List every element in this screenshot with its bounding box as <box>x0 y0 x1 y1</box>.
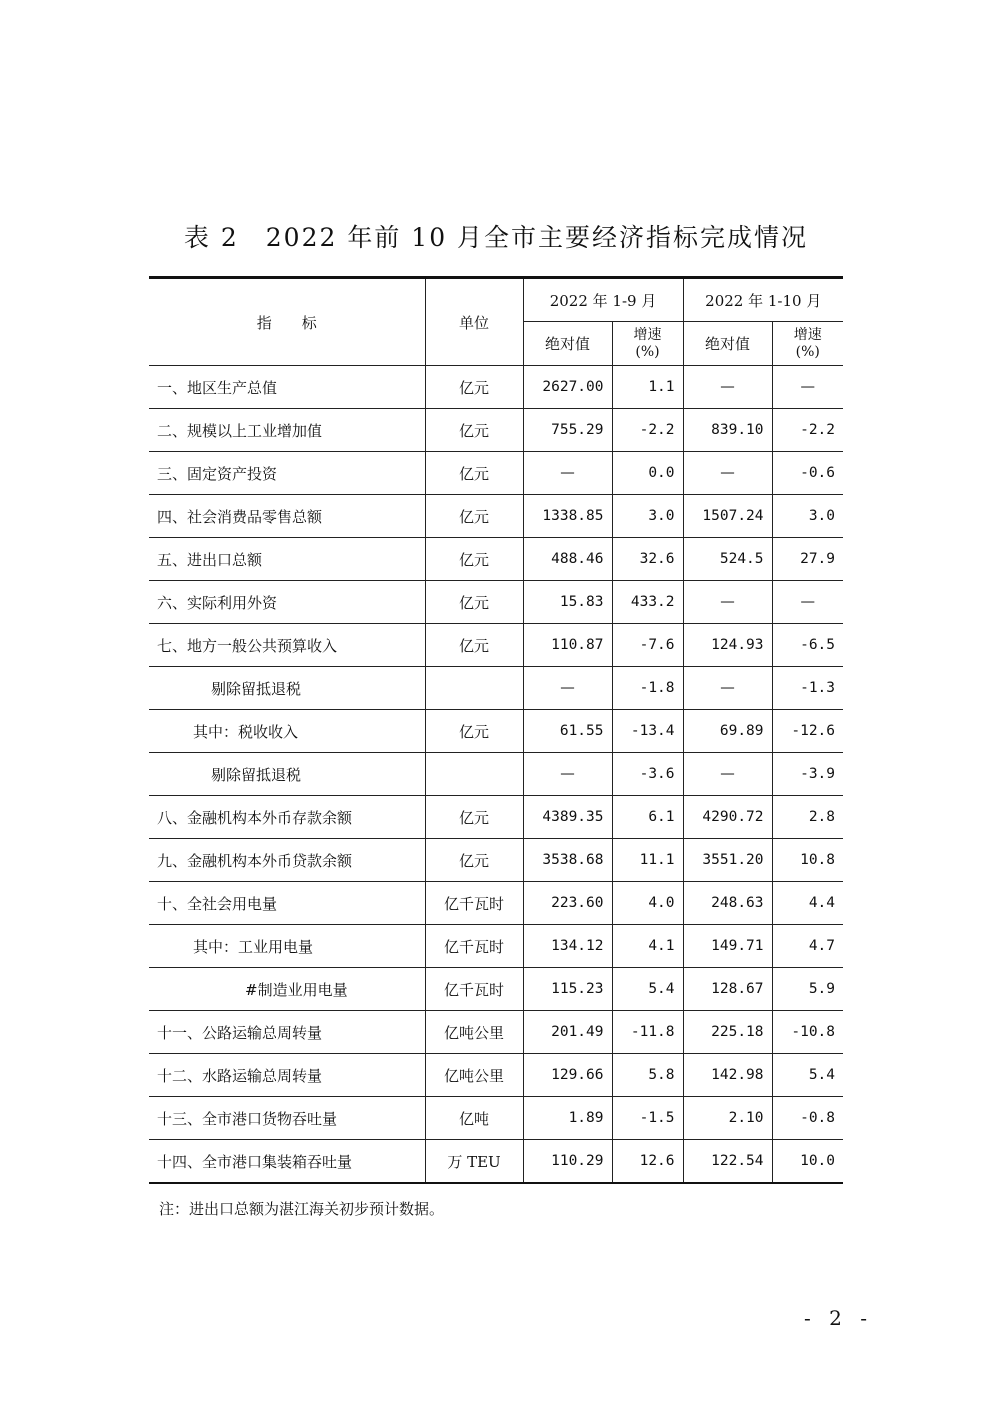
growth-period-2: -6.5 <box>772 624 843 667</box>
indicator-unit: 亿元 <box>425 538 523 581</box>
value-period-1: 4389.35 <box>523 796 612 839</box>
value-period-2: — <box>683 667 772 710</box>
growth-period-2: -0.8 <box>772 1097 843 1140</box>
table-title: 表 2 2022 年前 10 月全市主要经济指标完成情况 <box>183 223 809 252</box>
indicator-unit <box>425 667 523 710</box>
growth-period-1: -2.2 <box>612 409 683 452</box>
indicator-name: 十二、水路运输总周转量 <box>149 1054 425 1097</box>
growth-period-1: -13.4 <box>612 710 683 753</box>
value-period-2: — <box>683 581 772 624</box>
indicator-unit: 万 TEU <box>425 1140 523 1184</box>
header-growth-label: 增速 <box>633 326 662 343</box>
indicator-unit: 亿吨公里 <box>425 1011 523 1054</box>
value-period-2: 142.98 <box>683 1054 772 1097</box>
growth-period-2: 5.4 <box>772 1054 843 1097</box>
value-period-1: 129.66 <box>523 1054 612 1097</box>
indicator-unit: 亿元 <box>425 839 523 882</box>
indicator-unit: 亿元 <box>425 624 523 667</box>
indicator-name: #制造业用电量 <box>149 968 425 1011</box>
growth-period-1: -3.6 <box>612 753 683 796</box>
value-period-1: 3538.68 <box>523 839 612 882</box>
value-period-2: 1507.24 <box>683 495 772 538</box>
indicator-unit: 亿元 <box>425 495 523 538</box>
growth-period-2: -10.8 <box>772 1011 843 1054</box>
value-period-1: 61.55 <box>523 710 612 753</box>
value-period-2: — <box>683 452 772 495</box>
value-period-2: 839.10 <box>683 409 772 452</box>
table-row <box>149 1011 843 1054</box>
growth-period-1: 12.6 <box>612 1140 683 1184</box>
indicator-name: 七、地方一般公共预算收入 <box>149 624 425 667</box>
table-row <box>149 796 843 839</box>
value-period-1: 1.89 <box>523 1097 612 1140</box>
indicator-name: 剔除留抵退税 <box>149 667 425 710</box>
indicator-name: 二、规模以上工业增加值 <box>149 409 425 452</box>
table-row <box>149 581 843 624</box>
indicator-unit: 亿千瓦时 <box>425 925 523 968</box>
value-period-1: 223.60 <box>523 882 612 925</box>
table-row <box>149 1140 843 1184</box>
value-period-1: — <box>523 452 612 495</box>
table-row <box>149 753 843 796</box>
value-period-2: 122.54 <box>683 1140 772 1184</box>
growth-period-1: -1.8 <box>612 667 683 710</box>
table-row <box>149 409 843 452</box>
indicator-name: 十三、全市港口货物吞吐量 <box>149 1097 425 1140</box>
growth-period-1: 5.8 <box>612 1054 683 1097</box>
value-period-1: 115.23 <box>523 968 612 1011</box>
table-row <box>149 710 843 753</box>
growth-period-1: 5.4 <box>612 968 683 1011</box>
header-growth-2 <box>772 322 843 366</box>
value-period-1: — <box>523 753 612 796</box>
indicator-name: 五、进出口总额 <box>149 538 425 581</box>
value-period-2: 248.63 <box>683 882 772 925</box>
value-period-1: 110.29 <box>523 1140 612 1184</box>
table-footnote: 注：进出口总额为湛江海关初步预计数据。 <box>159 1200 445 1218</box>
value-period-2: — <box>683 366 772 409</box>
growth-period-1: 0.0 <box>612 452 683 495</box>
value-period-2: 225.18 <box>683 1011 772 1054</box>
growth-period-1: 11.1 <box>612 839 683 882</box>
growth-period-2: 5.9 <box>772 968 843 1011</box>
value-period-2: 69.89 <box>683 710 772 753</box>
value-period-2: — <box>683 753 772 796</box>
growth-period-2: -12.6 <box>772 710 843 753</box>
indicator-name: 一、地区生产总值 <box>149 366 425 409</box>
growth-period-2: 4.7 <box>772 925 843 968</box>
header-absolute-1: 绝对值 <box>523 322 612 366</box>
growth-period-1: 32.6 <box>612 538 683 581</box>
value-period-2: 124.93 <box>683 624 772 667</box>
header-growth-label: 增速 <box>793 326 822 343</box>
indicator-name: 十、全社会用电量 <box>149 882 425 925</box>
indicator-unit: 亿千瓦时 <box>425 968 523 1011</box>
growth-period-2: 27.9 <box>772 538 843 581</box>
table-row <box>149 495 843 538</box>
table-row <box>149 1054 843 1097</box>
indicator-unit: 亿元 <box>425 366 523 409</box>
table-row <box>149 1097 843 1140</box>
growth-period-1: 4.1 <box>612 925 683 968</box>
indicator-unit: 亿元 <box>425 796 523 839</box>
table-row <box>149 366 843 409</box>
value-period-1: 134.12 <box>523 925 612 968</box>
growth-period-2: 3.0 <box>772 495 843 538</box>
indicator-name: 九、金融机构本外币贷款余额 <box>149 839 425 882</box>
indicator-unit <box>425 753 523 796</box>
growth-period-2: 4.4 <box>772 882 843 925</box>
value-period-2: 4290.72 <box>683 796 772 839</box>
indicator-name: 其中：工业用电量 <box>149 925 425 968</box>
value-period-1: 15.83 <box>523 581 612 624</box>
growth-period-1: 433.2 <box>612 581 683 624</box>
indicator-unit: 亿吨 <box>425 1097 523 1140</box>
indicator-unit: 亿元 <box>425 409 523 452</box>
table-row <box>149 667 843 710</box>
indicator-unit: 亿元 <box>425 452 523 495</box>
indicator-name: 八、金融机构本外币存款余额 <box>149 796 425 839</box>
indicator-unit: 亿元 <box>425 710 523 753</box>
header-period-2: 2022 年 1-10 月 <box>683 278 843 322</box>
growth-period-1: -1.5 <box>612 1097 683 1140</box>
indicator-unit: 亿吨公里 <box>425 1054 523 1097</box>
table-row <box>149 839 843 882</box>
value-period-1: 1338.85 <box>523 495 612 538</box>
indicator-name: 剔除留抵退税 <box>149 753 425 796</box>
value-period-2: 524.5 <box>683 538 772 581</box>
header-unit: 单位 <box>425 278 523 366</box>
growth-period-2: 10.0 <box>772 1140 843 1184</box>
header-period-1: 2022 年 1-9 月 <box>523 278 683 322</box>
growth-period-1: -11.8 <box>612 1011 683 1054</box>
growth-period-2: -0.6 <box>772 452 843 495</box>
indicator-name: 六、实际利用外资 <box>149 581 425 624</box>
header-indicator: 指 标 <box>149 278 425 366</box>
value-period-1: 2627.00 <box>523 366 612 409</box>
indicator-name: 四、社会消费品零售总额 <box>149 495 425 538</box>
value-period-1: 201.49 <box>523 1011 612 1054</box>
indicators-table <box>149 276 843 1184</box>
value-period-1: 755.29 <box>523 409 612 452</box>
indicator-unit: 亿元 <box>425 581 523 624</box>
growth-period-1: 3.0 <box>612 495 683 538</box>
growth-period-2: — <box>772 366 843 409</box>
header-growth-1 <box>612 322 683 366</box>
growth-period-2: 10.8 <box>772 839 843 882</box>
value-period-2: 128.67 <box>683 968 772 1011</box>
value-period-1: — <box>523 667 612 710</box>
indicator-name: 三、固定资产投资 <box>149 452 425 495</box>
growth-period-1: 1.1 <box>612 366 683 409</box>
table-row <box>149 452 843 495</box>
growth-period-1: 6.1 <box>612 796 683 839</box>
value-period-1: 110.87 <box>523 624 612 667</box>
value-period-1: 488.46 <box>523 538 612 581</box>
value-period-2: 2.10 <box>683 1097 772 1140</box>
growth-period-1: 4.0 <box>612 882 683 925</box>
table-row <box>149 882 843 925</box>
indicator-name: 其中：税收收入 <box>149 710 425 753</box>
indicator-name: 十一、公路运输总周转量 <box>149 1011 425 1054</box>
header-growth-unit: (%) <box>795 343 820 360</box>
table-row <box>149 968 843 1011</box>
page-number: - 2 - <box>804 1306 873 1330</box>
growth-period-2: -2.2 <box>772 409 843 452</box>
indicator-unit: 亿千瓦时 <box>425 882 523 925</box>
growth-period-2: -3.9 <box>772 753 843 796</box>
header-absolute-2: 绝对值 <box>683 322 772 366</box>
indicator-name: 十四、全市港口集装箱吞吐量 <box>149 1140 425 1184</box>
header-growth-unit: (%) <box>635 343 660 360</box>
value-period-2: 3551.20 <box>683 839 772 882</box>
value-period-2: 149.71 <box>683 925 772 968</box>
table-row <box>149 925 843 968</box>
growth-period-1: -7.6 <box>612 624 683 667</box>
table-row <box>149 624 843 667</box>
table-row <box>149 538 843 581</box>
growth-period-2: — <box>772 581 843 624</box>
growth-period-2: 2.8 <box>772 796 843 839</box>
growth-period-2: -1.3 <box>772 667 843 710</box>
